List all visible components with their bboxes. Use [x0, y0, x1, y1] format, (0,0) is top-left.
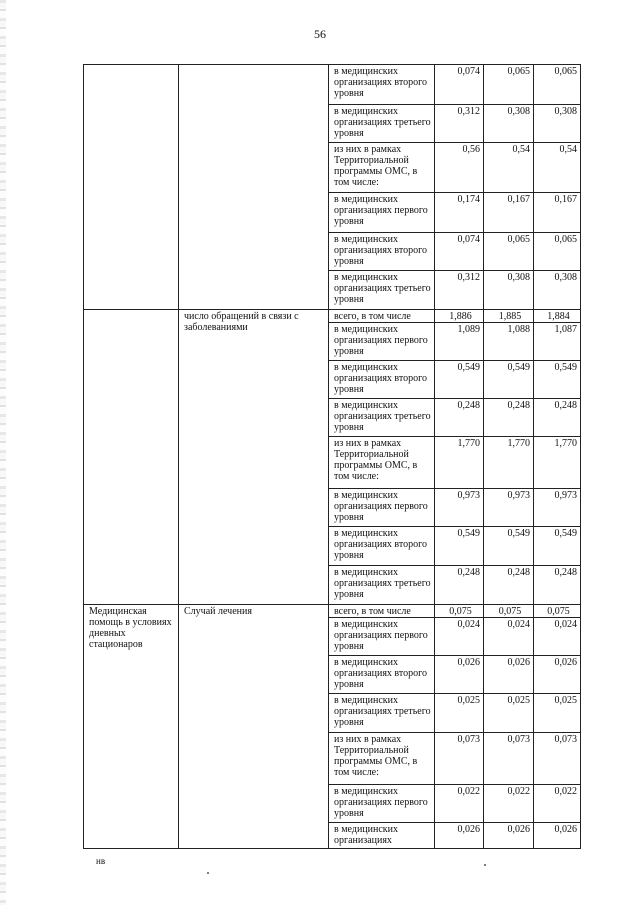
- detail-cell: в медицинских организациях второго уровня: [329, 656, 435, 694]
- value-cell-year-2: 0,024: [484, 618, 534, 656]
- detail-cell: в медицинских организациях третьего уровня: [329, 271, 435, 310]
- value-cell-year-3: 0,248: [534, 566, 581, 605]
- value-cell-year-3: 0,308: [534, 105, 581, 143]
- value-cell-year-2: 1,885: [484, 310, 534, 323]
- detail-cell: в медицинских организациях третьего уровня: [329, 566, 435, 605]
- value-cell-year-2: 0,073: [484, 733, 534, 785]
- value-cell-year-3: 0,308: [534, 271, 581, 310]
- value-cell-year-3: 0,026: [534, 656, 581, 694]
- value-cell-year-1: 1,089: [435, 323, 484, 361]
- value-cell-year-2: 0,065: [484, 65, 534, 105]
- table-row: [84, 65, 581, 105]
- value-cell-year-3: 0,248: [534, 399, 581, 437]
- value-cell-year-1: 0,549: [435, 527, 484, 566]
- detail-cell: из них в рамках Территориальной программы ОМС, в том числе:: [329, 437, 435, 489]
- value-cell-year-1: 0,073: [435, 733, 484, 785]
- value-cell-year-3: 0,022: [534, 785, 581, 823]
- value-cell-year-1: 0,248: [435, 566, 484, 605]
- value-cell-year-3: 1,884: [534, 310, 581, 323]
- value-cell-year-3: 0,025: [534, 694, 581, 733]
- detail-cell: в медицинских организациях второго уровня: [329, 65, 435, 105]
- value-cell-year-2: 0,065: [484, 233, 534, 271]
- value-cell-year-3: 0,54: [534, 143, 581, 193]
- value-cell-year-2: 0,167: [484, 193, 534, 233]
- detail-cell: в медицинских организациях первого уровня: [329, 193, 435, 233]
- detail-cell: в медицинских организациях первого уровня: [329, 323, 435, 361]
- value-cell-year-2: 0,549: [484, 527, 534, 566]
- value-cell-year-2: 0,308: [484, 271, 534, 310]
- value-cell-year-1: 0,248: [435, 399, 484, 437]
- value-cell-year-3: 0,973: [534, 489, 581, 527]
- value-cell-year-3: 0,073: [534, 733, 581, 785]
- detail-cell: в медицинских организациях второго уровня: [329, 361, 435, 399]
- value-cell-year-1: 0,024: [435, 618, 484, 656]
- value-cell-year-2: 1,088: [484, 323, 534, 361]
- value-cell-year-3: 0,065: [534, 65, 581, 105]
- detail-cell: в медицинских организациях первого уровня: [329, 489, 435, 527]
- care-type-cell: Медицинская помощь в условиях дневных стационаров: [84, 605, 179, 849]
- detail-cell: в медицинских организациях второго уровня: [329, 233, 435, 271]
- scan-speck: [207, 872, 209, 874]
- value-cell-year-1: 0,026: [435, 656, 484, 694]
- value-cell-year-2: 0,025: [484, 694, 534, 733]
- value-cell-year-1: 0,025: [435, 694, 484, 733]
- detail-cell: в медицинских организациях первого уровня: [329, 618, 435, 656]
- value-cell-year-1: 0,56: [435, 143, 484, 193]
- detail-cell: в медицинских организациях: [329, 823, 435, 849]
- detail-cell: всего, в том числе: [329, 310, 435, 323]
- value-cell-year-2: 0,022: [484, 785, 534, 823]
- scan-speck: [484, 864, 486, 866]
- care-type-cell: [84, 310, 179, 605]
- detail-cell: в медицинских организациях второго уровня: [329, 527, 435, 566]
- detail-cell: из них в рамках Территориальной программы ОМС, в том числе:: [329, 143, 435, 193]
- value-cell-year-2: 0,248: [484, 566, 534, 605]
- detail-cell: всего, в том числе: [329, 605, 435, 618]
- table-row: [84, 310, 581, 323]
- value-cell-year-3: 0,549: [534, 361, 581, 399]
- value-cell-year-1: 0,973: [435, 489, 484, 527]
- unit-cell: число обращений в связи с заболеваниями: [179, 310, 329, 605]
- value-cell-year-1: 0,075: [435, 605, 484, 618]
- table-row: [84, 605, 581, 618]
- detail-cell: из них в рамках Территориальной программы ОМС, в том числе:: [329, 733, 435, 785]
- value-cell-year-3: 0,026: [534, 823, 581, 849]
- care-type-cell: [84, 65, 179, 310]
- value-cell-year-1: 0,026: [435, 823, 484, 849]
- medical-care-volume-table: [83, 64, 581, 849]
- value-cell-year-1: 1,886: [435, 310, 484, 323]
- value-cell-year-1: 1,770: [435, 437, 484, 489]
- value-cell-year-2: 0,549: [484, 361, 534, 399]
- detail-cell: в медицинских организациях третьего уровня: [329, 694, 435, 733]
- value-cell-year-2: 0,973: [484, 489, 534, 527]
- value-cell-year-1: 0,174: [435, 193, 484, 233]
- value-cell-year-3: 1,770: [534, 437, 581, 489]
- unit-cell: [179, 65, 329, 310]
- value-cell-year-1: 0,549: [435, 361, 484, 399]
- detail-cell: в медицинских организациях третьего уровня: [329, 399, 435, 437]
- unit-cell: Случай лечения: [179, 605, 329, 849]
- page-number: 56: [314, 27, 326, 41]
- detail-cell: в медицинских организациях первого уровня: [329, 785, 435, 823]
- value-cell-year-1: 0,074: [435, 65, 484, 105]
- value-cell-year-2: 0,026: [484, 823, 534, 849]
- value-cell-year-1: 0,074: [435, 233, 484, 271]
- value-cell-year-1: 0,312: [435, 105, 484, 143]
- value-cell-year-3: 0,075: [534, 605, 581, 618]
- value-cell-year-3: 0,024: [534, 618, 581, 656]
- value-cell-year-2: 1,770: [484, 437, 534, 489]
- value-cell-year-3: 0,065: [534, 233, 581, 271]
- detail-cell: в медицинских организациях третьего уровня: [329, 105, 435, 143]
- value-cell-year-3: 1,087: [534, 323, 581, 361]
- value-cell-year-1: 0,312: [435, 271, 484, 310]
- value-cell-year-2: 0,075: [484, 605, 534, 618]
- value-cell-year-3: 0,549: [534, 527, 581, 566]
- value-cell-year-2: 0,248: [484, 399, 534, 437]
- value-cell-year-2: 0,54: [484, 143, 534, 193]
- value-cell-year-1: 0,022: [435, 785, 484, 823]
- scan-edge: [0, 0, 6, 905]
- footer-mark: нв: [96, 856, 106, 866]
- value-cell-year-2: 0,308: [484, 105, 534, 143]
- value-cell-year-3: 0,167: [534, 193, 581, 233]
- value-cell-year-2: 0,026: [484, 656, 534, 694]
